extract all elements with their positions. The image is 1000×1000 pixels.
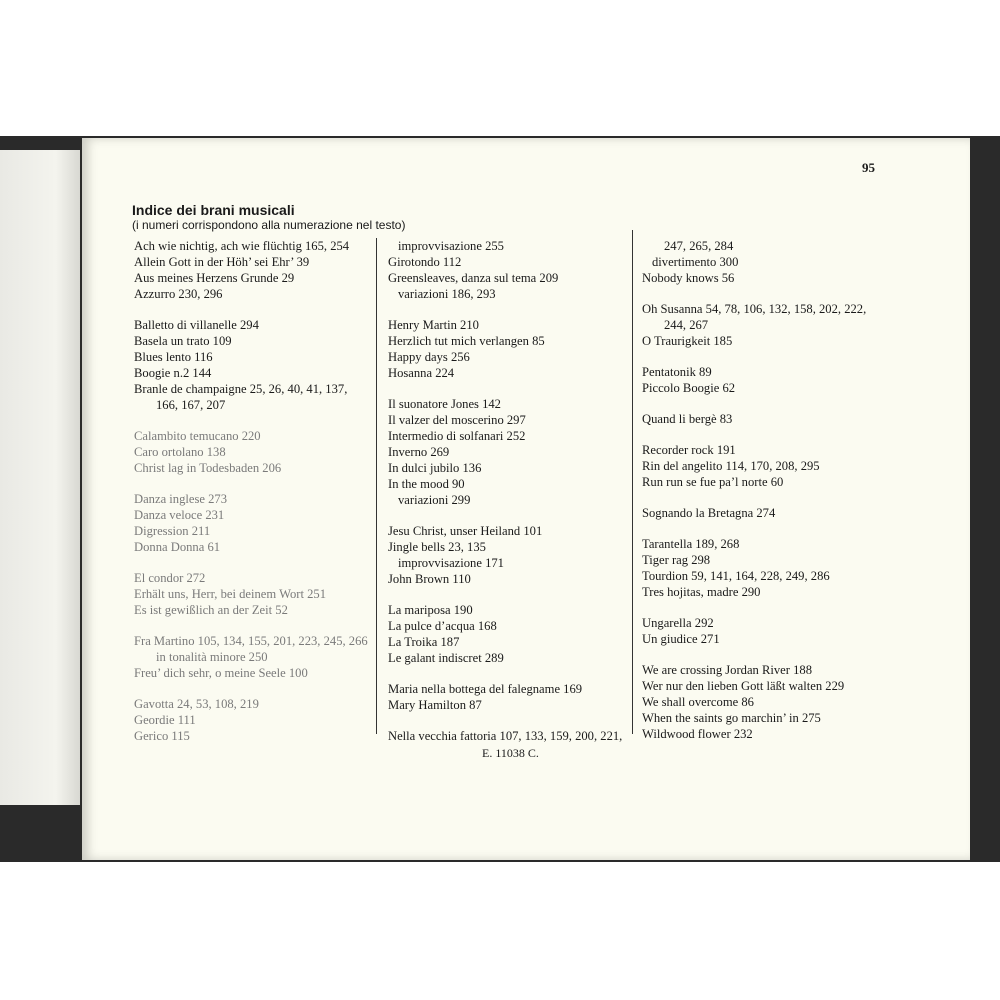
index-entry: Azzurro 230, 296 bbox=[134, 287, 223, 301]
index-entry: Branle de champaigne 25, 26, 40, 41, 137, bbox=[134, 382, 348, 396]
index-group bbox=[642, 662, 922, 742]
index-entry: Danza veloce 231 bbox=[134, 508, 225, 522]
index-entry: Wer nur den lieben Gott läßt walten 229 bbox=[642, 679, 845, 693]
index-entry: Happy days 256 bbox=[388, 350, 470, 364]
facing-page-edge bbox=[0, 150, 80, 805]
index-group bbox=[388, 238, 648, 302]
index-entry: Allein Gott in der Höh’ sei Ehr’ 39 bbox=[134, 255, 310, 269]
index-group bbox=[134, 570, 384, 618]
index-entry: Balletto di villanelle 294 bbox=[134, 318, 259, 332]
index-group bbox=[388, 396, 648, 508]
index-entry: Digression 211 bbox=[134, 524, 211, 538]
index-group bbox=[642, 411, 922, 427]
index-entry: Aus meines Herzens Grunde 29 bbox=[134, 271, 295, 285]
index-entry: Ach wie nichtig, ach wie flüchtig 165, 254 bbox=[134, 239, 350, 253]
index-entry: Hosanna 224 bbox=[388, 366, 455, 380]
index-entry: We shall overcome 86 bbox=[642, 695, 754, 709]
index-entry: In the mood 90 bbox=[388, 477, 465, 491]
index-entry: Nella vecchia fattoria 107, 133, 159, 200, 221, bbox=[388, 729, 623, 743]
index-entry: Un giudice 271 bbox=[642, 632, 720, 646]
index-group bbox=[388, 602, 648, 666]
index-group bbox=[388, 728, 648, 744]
index-entry: Geordie 111 bbox=[134, 713, 196, 727]
index-entry: In dulci jubilo 136 bbox=[388, 461, 482, 475]
book-page bbox=[82, 138, 970, 860]
index-entry: Fra Martino 105, 134, 155, 201, 223, 245, 266 bbox=[134, 634, 368, 648]
index-group bbox=[388, 681, 648, 713]
index-entry: Jingle bells 23, 135 bbox=[388, 540, 486, 554]
index-entry: O Traurigkeit 185 bbox=[642, 334, 733, 348]
index-entry: Henry Martin 210 bbox=[388, 318, 479, 332]
index-entry: Sognando la Bretagna 274 bbox=[642, 506, 776, 520]
index-entry: Recorder rock 191 bbox=[642, 443, 736, 457]
index-group bbox=[134, 317, 384, 413]
index-entry: Gavotta 24, 53, 108, 219 bbox=[134, 697, 259, 711]
index-entry: Basela un trato 109 bbox=[134, 334, 232, 348]
index-entry: Maria nella bottega del falegname 169 bbox=[388, 682, 583, 696]
index-entry: Il valzer del moscerino 297 bbox=[388, 413, 526, 427]
index-entry: Ungarella 292 bbox=[642, 616, 714, 630]
index-group bbox=[642, 536, 922, 600]
index-group bbox=[388, 317, 648, 381]
index-entry: When the saints go marchin’ in 275 bbox=[642, 711, 821, 725]
index-group bbox=[642, 442, 922, 490]
index-entry: variazioni 186, 293 bbox=[398, 287, 496, 301]
index-entry: El condor 272 bbox=[134, 571, 206, 585]
index-group bbox=[134, 633, 384, 681]
index-subtitle: (i numeri corrispondono alla numerazione nel testo) bbox=[132, 218, 406, 232]
page-number: 95 bbox=[862, 160, 875, 175]
index-column-3 bbox=[642, 238, 922, 757]
index-entry: La pulce d’acqua 168 bbox=[388, 619, 497, 633]
index-entry: Tourdion 59, 141, 164, 228, 249, 286 bbox=[642, 569, 830, 583]
index-entry: Pentatonik 89 bbox=[642, 365, 712, 379]
index-entry: Il suonatore Jones 142 bbox=[388, 397, 501, 411]
index-title: Indice dei brani musicali bbox=[132, 202, 295, 218]
index-entry: in tonalità minore 250 bbox=[156, 650, 268, 664]
index-entry: Tarantella 189, 268 bbox=[642, 537, 740, 551]
index-group bbox=[642, 238, 922, 286]
index-entry: improvvisazione 171 bbox=[398, 556, 504, 570]
index-entry: Quand li bergè 83 bbox=[642, 412, 733, 426]
index-entry: Gerico 115 bbox=[134, 729, 190, 743]
index-entry: Tres hojitas, madre 290 bbox=[642, 585, 761, 599]
index-entry: Boogie n.2 144 bbox=[134, 366, 212, 380]
index-entry: Donna Donna 61 bbox=[134, 540, 221, 554]
index-column-1 bbox=[134, 238, 384, 759]
index-group bbox=[642, 505, 922, 521]
index-entry: improvvisazione 255 bbox=[398, 239, 504, 253]
index-entry: 244, 267 bbox=[664, 318, 709, 332]
index-group bbox=[642, 301, 922, 349]
index-entry: We are crossing Jordan River 188 bbox=[642, 663, 813, 677]
index-entry: Le galant indiscret 289 bbox=[388, 651, 504, 665]
index-entry: Rin del angelito 114, 170, 208, 295 bbox=[642, 459, 820, 473]
index-group bbox=[388, 523, 648, 587]
index-entry: Christ lag in Todesbaden 206 bbox=[134, 461, 282, 475]
index-entry: Run run se fue pa’l norte 60 bbox=[642, 475, 784, 489]
index-entry: La Troika 187 bbox=[388, 635, 460, 649]
index-entry: Greensleaves, danza sul tema 209 bbox=[388, 271, 559, 285]
index-entry: Erhält uns, Herr, bei deinem Wort 251 bbox=[134, 587, 327, 601]
index-entry: Calambito temucano 220 bbox=[134, 429, 261, 443]
index-entry: divertimento 300 bbox=[652, 255, 739, 269]
index-group bbox=[134, 428, 384, 476]
index-group bbox=[134, 696, 384, 744]
index-entry: Girotondo 112 bbox=[388, 255, 462, 269]
index-entry: John Brown 110 bbox=[388, 572, 471, 586]
index-entry: Freu’ dich sehr, o meine Seele 100 bbox=[134, 666, 308, 680]
index-entry: Danza inglese 273 bbox=[134, 492, 228, 506]
index-entry: Piccolo Boogie 62 bbox=[642, 381, 736, 395]
index-entry: Mary Hamilton 87 bbox=[388, 698, 482, 712]
index-entry: Nobody knows 56 bbox=[642, 271, 735, 285]
index-entry: Oh Susanna 54, 78, 106, 132, 158, 202, 222, bbox=[642, 302, 867, 316]
index-entry: Jesu Christ, unser Heiland 101 bbox=[388, 524, 543, 538]
index-group bbox=[642, 615, 922, 647]
index-entry: Inverno 269 bbox=[388, 445, 450, 459]
index-entry: Es ist gewißlich an der Zeit 52 bbox=[134, 603, 288, 617]
index-group bbox=[642, 364, 922, 396]
index-entry: La mariposa 190 bbox=[388, 603, 473, 617]
index-entry: Tiger rag 298 bbox=[642, 553, 711, 567]
index-column-2 bbox=[388, 238, 648, 759]
index-entry: 166, 167, 207 bbox=[156, 398, 226, 412]
index-entry: Intermedio di solfanari 252 bbox=[388, 429, 526, 443]
index-group bbox=[134, 491, 384, 555]
index-entry: 247, 265, 284 bbox=[664, 239, 734, 253]
index-entry: Caro ortolano 138 bbox=[134, 445, 226, 459]
index-entry: Herzlich tut mich verlangen 85 bbox=[388, 334, 545, 348]
index-entry: Blues lento 116 bbox=[134, 350, 213, 364]
index-group bbox=[134, 238, 384, 302]
index-entry: Wildwood flower 232 bbox=[642, 727, 753, 741]
index-entry: variazioni 299 bbox=[398, 493, 471, 507]
catalog-number: E. 11038 C. bbox=[482, 746, 539, 760]
